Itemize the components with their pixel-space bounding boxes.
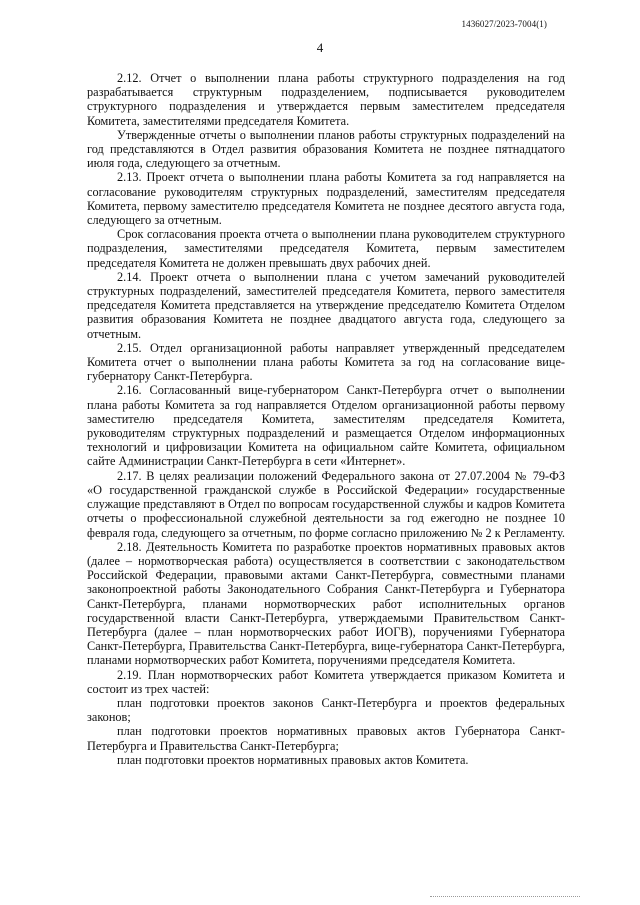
paragraph-2-13-deadline: Срок согласования проекта отчета о выполнении плана руководителем структурного подразделения, заместителями председателя Комитета, первым заместителем председателя Комитета не должен превышать двух рабочих дней. <box>87 227 565 270</box>
paragraph-2-15: 2.15. Отдел организационной работы направляет утвержденный председателем Комитета отчет о выполнении плана работы Комитета за год на согласование вице-губернатору Санкт-Петербурга. <box>87 340 565 384</box>
paragraph-2-17: 2.17. В целях реализации положений Федерального закона от 27.07.2004 № 79-ФЗ «О государственной гражданской службе в Российской Федерации» государственные служащие представляют в Отдел по вопросам государственной службы и кадров Комитета отчеты о профессиональной служебной деятельности за год ежегодно не позднее 10 февраля года, следующего за отчетным, по форме согласно приложению № 2 к Регламенту. <box>87 468 565 540</box>
paragraph-2-12-reports: Утвержденные отчеты о выполнении планов работы структурных подразделений на год представляются в Отдел развития образования Комитета не позднее пятнадцатого июля года, следующего за отчетным. <box>87 127 565 171</box>
paragraph-2-14: 2.14. Проект отчета о выполнении плана с учетом замечаний руководителей структурных подразделений, заместителей председателя Комитета, первого заместителя председателя Комитета представляется на утверждение председателю Комитета Отделом развития образования Комитета не позднее двадцатого августа года, следующего за отчетным. <box>87 269 565 341</box>
page-bottom-divider <box>430 896 580 899</box>
list-item-federal-laws: план подготовки проектов законов Санкт-Петербурга и проектов федеральных законов; <box>87 695 565 725</box>
paragraph-2-16: 2.16. Согласованный вице-губернатором Санкт-Петербурга отчет о выполнении плана работы Комитета за год направляется Отделом организационной работы первому заместителю председателя Комитета, заместителям председателя Комитета, руководителям структурных подразделений и размещается Отделом информационных технологий и цифровизации Комитета на официальном сайте Комитета, официальном сайте Администрации Санкт-Петербурга в сети «Интернет». <box>87 383 565 469</box>
list-item-governor-acts: план подготовки проектов нормативных правовых актов Губернатора Санкт-Петербурга и Правительства Санкт-Петербурга; <box>87 724 565 753</box>
list-item-committee-acts: план подготовки проектов нормативных правовых актов Комитета. <box>117 752 469 767</box>
document-id: 1436027/2023-7004(1) <box>461 19 547 29</box>
paragraph-2-13: 2.13. Проект отчета о выполнении плана работы Комитета за год направляется на согласование руководителям структурных подразделений, заместителям председателя Комитета, первому заместителю председателя Комитета не позднее десятого августа года, следующего за отчетным. <box>87 170 565 228</box>
paragraph-2-19: 2.19. План нормотворческих работ Комитета утверждается приказом Комитета и состоит из трех частей: <box>87 667 565 696</box>
paragraph-2-12: 2.12. Отчет о выполнении плана работы структурного подразделения на год разрабатывается структурным подразделением, подписывается руководителем структурного подразделения и утверждается первым заместителем председателя Комитета, заместителями председателя Комитета. <box>87 71 565 128</box>
page-number: 4 <box>316 40 324 55</box>
paragraph-2-18: 2.18. Деятельность Комитета по разработке проектов нормативных правовых актов (далее – нормотворческая работа) осуществляется в соответствии с законодательством Российской Федерации, правовыми актами Санкт-Петербурга, совместными планами законопроектной работы Законодательного Собрания Санкт-Петербурга и Губернатора Санкт-Петербурга, планами нормотворческих работ исполнительных органов государственной власти Санкт-Петербурга, утверждаемыми Правительством Санкт-Петербурга (далее – план нормотворческих работ ИОГВ), поручениями Губернатора Санкт-Петербурга, Правительства Санкт-Петербурга, вице-губернатора Санкт-Петербурга, планами нормотворческих работ Комитета, поручениями председателя Комитета. <box>87 539 565 668</box>
document-body <box>87 71 565 767</box>
